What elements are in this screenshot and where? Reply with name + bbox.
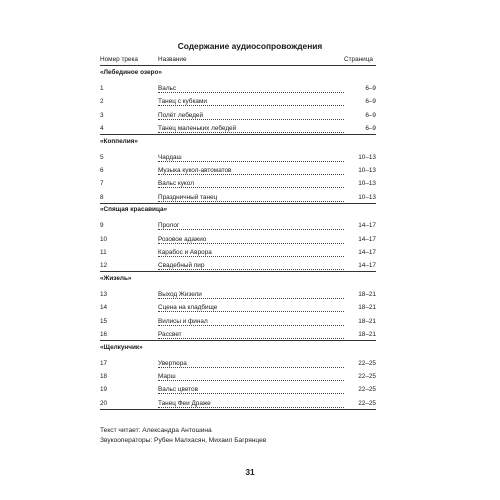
dot-leader — [158, 161, 344, 162]
track-name: Музыка кукол-автоматов — [158, 167, 232, 174]
track-number: 18 — [100, 373, 108, 381]
track-pages: 22–25 — [358, 386, 376, 394]
section-title: «Спящая красавица» — [100, 206, 168, 214]
dot-leader — [158, 243, 344, 244]
document-title: Содержание аудиосопровождения — [177, 41, 323, 51]
credit-reader: Текст читает: Александра Антошина — [100, 427, 212, 434]
dot-leader — [158, 367, 344, 368]
credit-sound-engineers: Звукооператоры: Рубен Малхасян, Михаил Багрянцев — [100, 437, 267, 444]
track-pages: 10–13 — [358, 167, 376, 174]
section-divider — [100, 409, 376, 410]
track-number: 16 — [100, 331, 108, 338]
dot-leader — [158, 187, 344, 188]
column-header-name: Название — [158, 56, 187, 63]
track-number: 20 — [100, 399, 108, 407]
track-name: Танец с кубками — [158, 98, 207, 106]
dot-leader — [158, 298, 344, 299]
track-pages: 6–9 — [365, 85, 376, 92]
track-pages: 6–9 — [365, 98, 376, 106]
track-name: Праздничный танец — [158, 193, 218, 201]
track-name: Чардаш — [158, 153, 182, 161]
track-pages: 14–17 — [358, 262, 376, 270]
track-pages: 18–21 — [358, 291, 376, 299]
section-title: «Щелкунчик» — [100, 343, 143, 351]
track-number: 9 — [100, 222, 104, 230]
section-divider — [100, 271, 376, 272]
section-divider — [100, 340, 376, 341]
track-name: Марш — [158, 373, 176, 381]
track-number: 14 — [100, 304, 108, 312]
dot-leader — [158, 174, 344, 175]
track-number: 13 — [100, 291, 108, 299]
dot-leader — [158, 201, 344, 202]
track-number: 15 — [100, 317, 108, 325]
track-number: 19 — [100, 386, 108, 394]
track-number: 5 — [100, 153, 104, 161]
track-name: Вилисы и финал — [158, 317, 208, 325]
track-name: Танец маленьких лебедей — [158, 124, 237, 132]
track-name: Увертюра — [158, 359, 187, 367]
track-pages: 22–25 — [358, 373, 376, 381]
page-number: 31 — [245, 468, 255, 477]
track-name: Полёт лебедей — [158, 111, 204, 119]
track-pages: 14–17 — [358, 222, 376, 230]
track-name: Рассвет — [158, 331, 182, 338]
track-pages: 22–25 — [358, 359, 376, 367]
track-pages: 22–25 — [358, 399, 376, 407]
track-number: 4 — [100, 124, 104, 132]
track-number: 2 — [100, 98, 104, 106]
track-name: Выход Жизели — [158, 291, 202, 299]
dot-leader — [158, 119, 344, 120]
dot-leader — [158, 393, 344, 394]
track-pages: 18–21 — [358, 304, 376, 312]
column-header-track: Номер трека — [100, 56, 138, 63]
dot-leader — [158, 338, 344, 339]
track-number: 1 — [100, 85, 104, 92]
dot-leader — [158, 407, 344, 408]
dot-leader — [158, 311, 344, 312]
section-title: «Лебединое озеро» — [100, 69, 162, 76]
dot-leader — [158, 229, 344, 230]
track-pages: 6–9 — [365, 111, 376, 119]
track-number: 8 — [100, 193, 104, 201]
dot-leader — [158, 325, 344, 326]
track-pages: 14–17 — [358, 235, 376, 243]
track-name: Вальс кукол — [158, 180, 194, 188]
dot-leader — [158, 256, 344, 257]
track-number: 3 — [100, 111, 104, 119]
track-number: 11 — [100, 249, 107, 256]
section-divider — [100, 134, 376, 135]
track-number: 7 — [100, 180, 104, 188]
section-title: «Коппелия» — [100, 137, 138, 145]
track-pages: 18–21 — [358, 331, 376, 338]
track-name: Танец Феи Драже — [158, 399, 211, 407]
track-pages: 10–13 — [358, 180, 376, 188]
dot-leader — [158, 132, 344, 133]
header-divider — [100, 65, 376, 66]
track-name: Свадебный пир — [158, 262, 205, 270]
track-name: Карабос и Аврора — [158, 249, 212, 256]
column-header-page: Страница — [344, 56, 373, 63]
track-pages: 18–21 — [358, 317, 376, 325]
dot-leader — [158, 269, 344, 270]
track-number: 12 — [100, 262, 108, 270]
track-number: 10 — [100, 235, 108, 243]
track-number: 17 — [100, 359, 108, 367]
section-divider — [100, 203, 376, 204]
track-name: Сцена на кладбище — [158, 304, 218, 312]
track-name: Розовое адажио — [158, 235, 207, 243]
track-pages: 10–13 — [358, 153, 376, 161]
track-pages: 6–9 — [365, 124, 376, 132]
section-title: «Жизель» — [100, 275, 132, 283]
track-pages: 14–17 — [358, 249, 376, 256]
track-number: 6 — [100, 167, 104, 174]
dot-leader — [158, 105, 344, 106]
dot-leader — [158, 92, 344, 93]
track-name: Вальс цветов — [158, 386, 198, 394]
track-name: Пролог — [158, 222, 180, 230]
track-name: Вальс — [158, 85, 177, 92]
dot-leader — [158, 380, 344, 381]
track-pages: 10–13 — [358, 193, 376, 201]
